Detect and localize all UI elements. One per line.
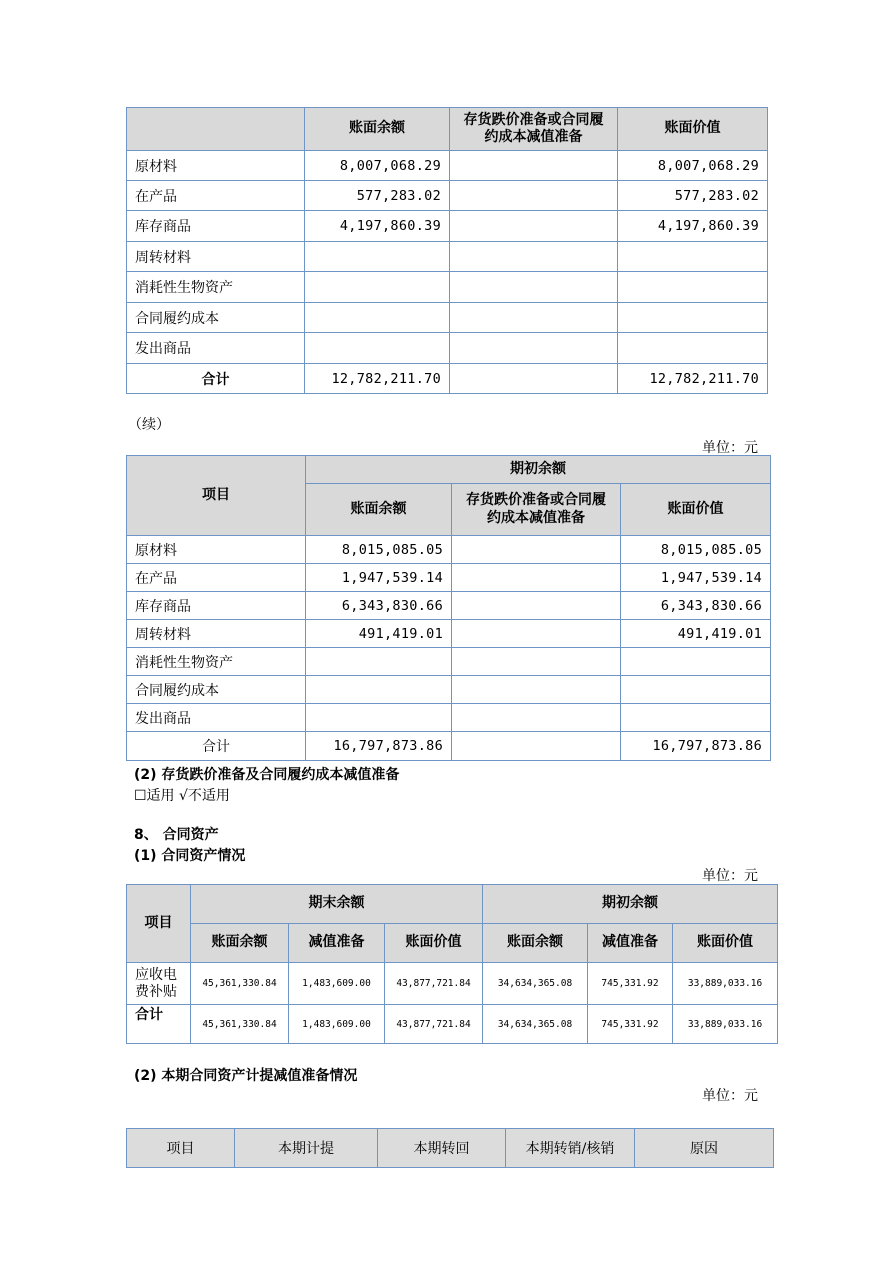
book-value-cell xyxy=(621,704,771,732)
value-total: 43,877,721.84 xyxy=(385,1005,483,1044)
inventory-closing-table xyxy=(126,107,768,394)
provision-cell xyxy=(450,211,618,242)
column-header xyxy=(127,108,305,151)
provision-cell xyxy=(452,564,621,592)
total-row xyxy=(127,732,771,761)
column-header: 账面价值 xyxy=(673,924,778,963)
provision-cell xyxy=(452,676,621,704)
contract-assets-table xyxy=(126,884,778,1044)
column-header: 减值准备 xyxy=(588,924,673,963)
unit-label: 单位：元 xyxy=(702,440,758,456)
book-balance-cell xyxy=(305,272,450,303)
value-total: 45,361,330.84 xyxy=(191,1005,289,1044)
book-value-cell: 577,283.02 xyxy=(618,181,768,211)
table-row xyxy=(127,564,771,592)
book-value-cell: 6,343,830.66 xyxy=(621,592,771,620)
provision-cell xyxy=(450,151,618,181)
inventory-opening-table xyxy=(126,455,771,761)
book-balance-cell xyxy=(306,648,452,676)
book-balance-cell: 8,015,085.05 xyxy=(306,536,452,564)
row-label: 消耗性生物资产 xyxy=(127,648,306,676)
table-row xyxy=(127,333,768,364)
value-total: 33,889,033.16 xyxy=(673,1005,778,1044)
book-value-cell: 1,947,539.14 xyxy=(621,564,771,592)
row-label: 合同履约成本 xyxy=(127,303,305,333)
table-row xyxy=(127,181,768,211)
column-header: 账面余额 xyxy=(191,924,289,963)
value-cell: 45,361,330.84 xyxy=(191,963,289,1005)
table-header-row xyxy=(127,108,768,151)
provision-cell xyxy=(452,592,621,620)
table-row xyxy=(127,648,771,676)
provision-cell xyxy=(450,303,618,333)
column-header: 账面余额 xyxy=(483,924,588,963)
table-row xyxy=(127,211,768,242)
row-label: 应收电费补贴 xyxy=(127,963,191,1005)
provision-total xyxy=(452,732,621,761)
column-header: 本期计提 xyxy=(235,1129,378,1168)
book-balance-cell: 4,197,860.39 xyxy=(305,211,450,242)
book-balance-cell: 6,343,830.66 xyxy=(306,592,452,620)
item-header: 项目 xyxy=(127,885,191,963)
value-total: 34,634,365.08 xyxy=(483,1005,588,1044)
row-label: 在产品 xyxy=(127,564,306,592)
value-cell: 1,483,609.00 xyxy=(289,963,385,1005)
table-row xyxy=(127,536,771,564)
book-value-cell xyxy=(618,242,768,272)
row-label: 周转材料 xyxy=(127,242,305,272)
table-row xyxy=(127,676,771,704)
row-label: 原材料 xyxy=(127,151,305,181)
book-value-cell xyxy=(618,272,768,303)
table-row xyxy=(127,620,771,648)
provision-cell xyxy=(452,648,621,676)
book-balance-cell: 1,947,539.14 xyxy=(306,564,452,592)
row-label: 消耗性生物资产 xyxy=(127,272,305,303)
book-value-cell xyxy=(618,333,768,364)
table-row xyxy=(127,303,768,333)
book-balance-cell xyxy=(305,333,450,364)
section-8-title: 8、 合同资产 xyxy=(134,827,219,843)
book-balance-cell xyxy=(305,242,450,272)
book-value-total: 12,782,211.70 xyxy=(618,364,768,394)
book-value-cell xyxy=(621,676,771,704)
table-row xyxy=(127,704,771,732)
value-cell: 34,634,365.08 xyxy=(483,963,588,1005)
table-header-row xyxy=(127,1129,774,1168)
total-row xyxy=(127,364,768,394)
book-value-cell xyxy=(618,303,768,333)
column-header: 项目 xyxy=(127,1129,235,1168)
row-label: 库存商品 xyxy=(127,592,306,620)
book-value-cell: 8,015,085.05 xyxy=(621,536,771,564)
value-total: 745,331.92 xyxy=(588,1005,673,1044)
book-balance-total: 16,797,873.86 xyxy=(306,732,452,761)
row-label: 在产品 xyxy=(127,181,305,211)
book-value-cell xyxy=(621,648,771,676)
total-row xyxy=(127,1005,778,1044)
column-header: 账面余额 xyxy=(305,108,450,151)
total-label: 合计 xyxy=(127,732,306,761)
table-row xyxy=(127,151,768,181)
table-header-row xyxy=(127,456,771,484)
value-cell: 43,877,721.84 xyxy=(385,963,483,1005)
book-balance-cell xyxy=(306,704,452,732)
row-label: 原材料 xyxy=(127,536,306,564)
column-header: 本期转回 xyxy=(378,1129,506,1168)
item-header: 项目 xyxy=(127,456,306,536)
book-balance-cell: 8,007,068.29 xyxy=(305,151,450,181)
column-header: 减值准备 xyxy=(289,924,385,963)
provision-total xyxy=(450,364,618,394)
row-label: 发出商品 xyxy=(127,333,305,364)
book-value-cell: 4,197,860.39 xyxy=(618,211,768,242)
row-label: 发出商品 xyxy=(127,704,306,732)
book-balance-cell xyxy=(305,303,450,333)
value-cell: 33,889,033.16 xyxy=(673,963,778,1005)
book-value-total: 16,797,873.86 xyxy=(621,732,771,761)
provision-cell xyxy=(450,333,618,364)
column-header: 本期转销/核销 xyxy=(506,1129,635,1168)
provision-cell xyxy=(450,181,618,211)
column-header: 账面价值 xyxy=(621,484,771,536)
column-header: 存货跌价准备或合同履约成本减值准备 xyxy=(452,484,621,536)
provision-cell xyxy=(452,704,621,732)
row-label: 合同履约成本 xyxy=(127,676,306,704)
table-row xyxy=(127,592,771,620)
value-total: 1,483,609.00 xyxy=(289,1005,385,1044)
table-row xyxy=(127,272,768,303)
value-cell: 745,331.92 xyxy=(588,963,673,1005)
book-value-cell: 8,007,068.29 xyxy=(618,151,768,181)
group-header-opening: 期初余额 xyxy=(483,885,778,924)
row-label: 库存商品 xyxy=(127,211,305,242)
total-label: 合计 xyxy=(127,1005,191,1044)
section-8-2-title: (2) 本期合同资产计提减值准备情况 xyxy=(134,1068,358,1084)
book-balance-total: 12,782,211.70 xyxy=(305,364,450,394)
unit-label: 单位：元 xyxy=(702,868,758,884)
table-row xyxy=(127,242,768,272)
row-label: 周转材料 xyxy=(127,620,306,648)
continued-label: （续） xyxy=(128,417,170,433)
section-2-title: (2) 存货跌价准备及合同履约成本减值准备 xyxy=(134,767,400,783)
provision-cell xyxy=(452,536,621,564)
book-balance-cell: 491,419.01 xyxy=(306,620,452,648)
table-header-row xyxy=(127,885,778,924)
provision-cell xyxy=(452,620,621,648)
group-header-closing: 期末余额 xyxy=(191,885,483,924)
column-header: 存货跌价准备或合同履约成本减值准备 xyxy=(450,108,618,151)
column-header: 账面价值 xyxy=(385,924,483,963)
column-header: 原因 xyxy=(635,1129,774,1168)
total-label: 合计 xyxy=(127,364,305,394)
provision-cell xyxy=(450,242,618,272)
applicability-status: ☐适用 √不适用 xyxy=(134,788,230,804)
provision-cell xyxy=(450,272,618,303)
table-subheader-row xyxy=(127,924,778,963)
impairment-provision-table xyxy=(126,1128,774,1168)
book-balance-cell xyxy=(306,676,452,704)
column-header: 账面余额 xyxy=(306,484,452,536)
column-header: 账面价值 xyxy=(618,108,768,151)
group-header: 期初余额 xyxy=(306,456,771,484)
unit-label: 单位：元 xyxy=(702,1088,758,1104)
section-8-1-title: (1) 合同资产情况 xyxy=(134,848,246,864)
book-value-cell: 491,419.01 xyxy=(621,620,771,648)
book-balance-cell: 577,283.02 xyxy=(305,181,450,211)
table-row xyxy=(127,963,778,1005)
